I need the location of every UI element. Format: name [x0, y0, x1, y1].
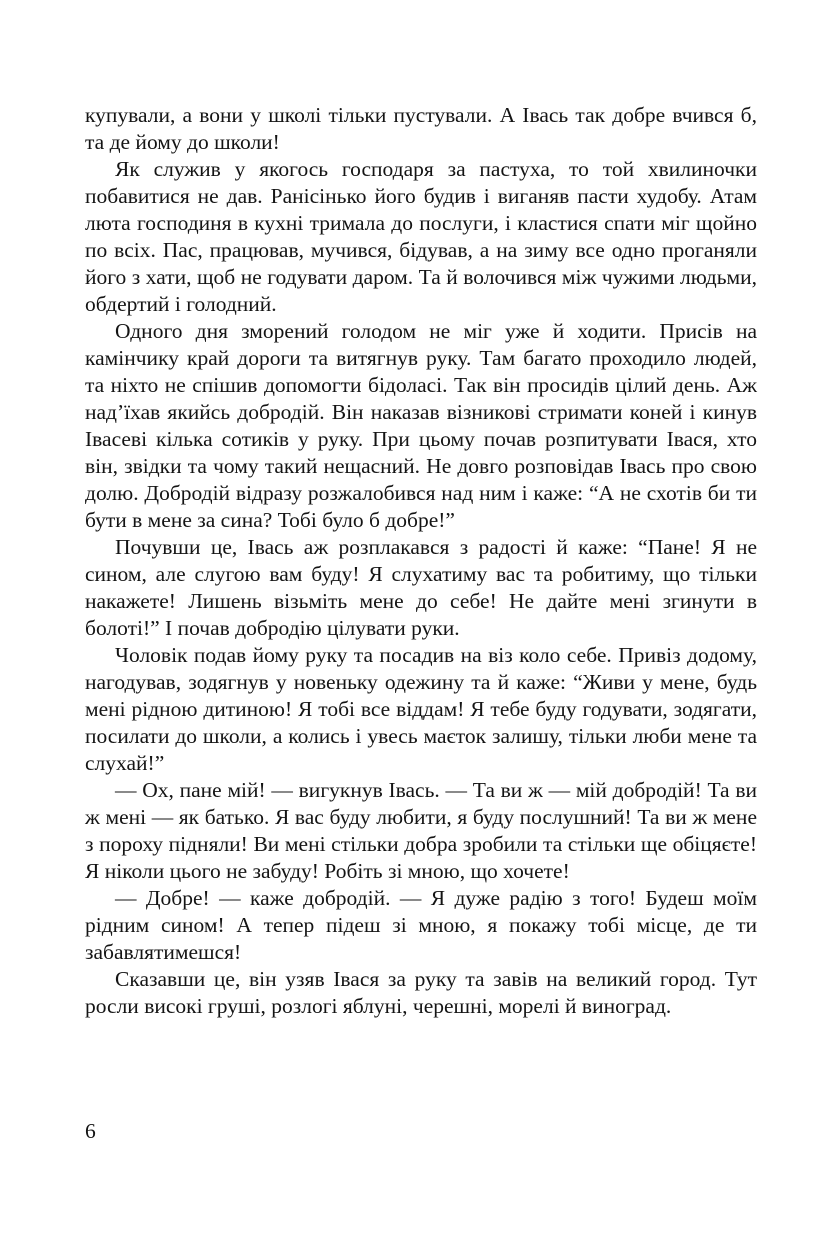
paragraph-8: Сказавши це, він узяв Івася за руку та завів на великий город. Тут росли високі груші, розлогі яблуні, черешні, морелі й виноград. — [85, 967, 757, 1018]
paragraph-5: Чоловік подав йому руку та посадив на віз коло себе. Привіз додому, нагодував, зодягнув у новеньку одежину та й каже: “Живи у мене, будь мені рідною дитиною! Я тобі все віддам! Я тебе буду годувати, зодягати, посилати до школи, а колись і увесь маєток залишу, тільки люби мене та слухай!” — [85, 643, 757, 775]
paragraph-6: — Ох, пане мій! — вигукнув Івась. — Та ви ж — мій добродій! Та ви ж мені — як батько. Я вас буду любити, я буду послушний! Та ви ж мене з пороху підняли! Ви мені стільки добра зробили та стільки ще обіцяєте! Я ніколи цього не забуду! Робіть зі мною, що хочете! — [85, 778, 757, 883]
paragraph-7: — Добре! — каже добродій. — Я дуже радію з того! Будеш моїм рідним сином! А тепер підеш зі мною, я покажу тобі місце, де ти забавлятимешся! — [85, 886, 757, 964]
paragraph-2: Як служив у якогось господаря за пастуха, то той хвилиночки побавитися не дав. Ранісінько його будив і виганяв пасти худобу. Атам люта господиня в кухні тримала до послуги, і кластися спати міг щойно по всіх. Пас, працював, мучився, бідував, а на зиму все одно проганяли його з хати, щоб не годувати даром. Та й волочився між чужими людьми, обдертий і голодний. — [85, 157, 757, 316]
page-body — [85, 102, 757, 1020]
paragraph-3: Одного дня зморений голодом не міг уже й ходити. Присів на камінчику край дороги та витягнув руку. Там багато проходило людей, та ніхто не спішив допомогти бідоласі. Так він просидів цілий день. Аж над’їхав якийсь добродій. Він наказав візникові стримати коней і кинув Івасеві кілька сотиків у руку. При цьому почав розпитувати Івася, хто він, звідки та чому такий нещасний. Не довго розповідав Івась про свою долю. Добродій відразу розжалобився над ним і каже: “А не схотів би ти бути в мене за сина? Тобі було б добре!” — [85, 319, 757, 532]
paragraph-1: купували, а вони у школі тільки пустували. А Івась так добре вчився б, та де йому до школи! — [85, 103, 757, 154]
page-number: 6 — [85, 1119, 96, 1143]
paragraph-4: Почувши це, Івась аж розплакався з радості й каже: “Пане! Я не сином, але слугою вам буду! Я слухатиму вас та робитиму, що тільки накажете! Лишень візьміть мене до себе! Не дайте мені згинути в болоті!” І почав добродію цілувати руки. — [85, 535, 757, 640]
